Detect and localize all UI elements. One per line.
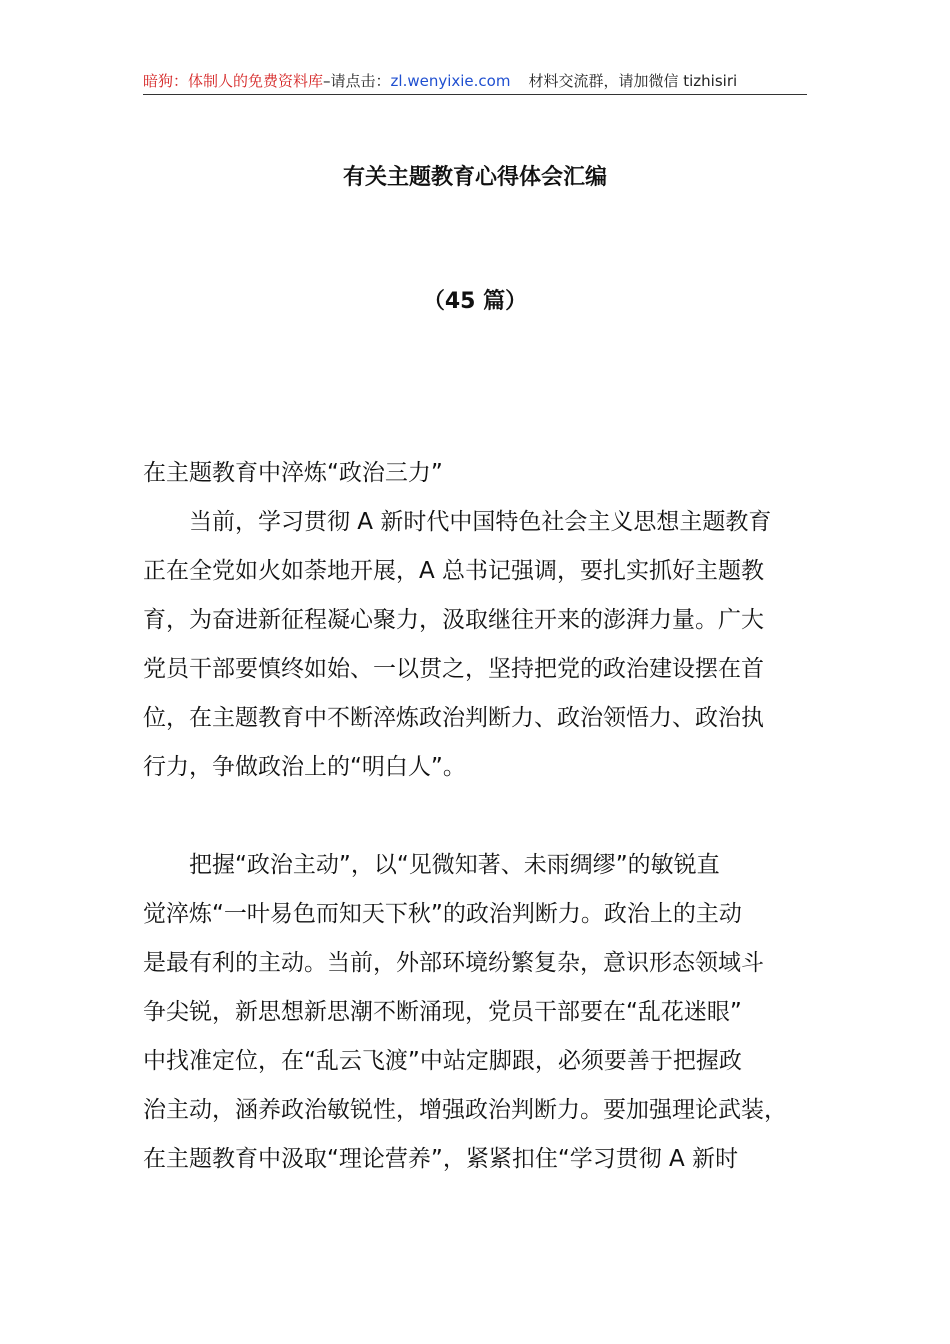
document-title: 有关主题教育心得体会汇编 <box>342 165 607 190</box>
header-link[interactable]: zl.wenyixie.com <box>390 72 511 90</box>
page-header <box>143 68 807 95</box>
header-prompt: –请点击： <box>323 72 391 90</box>
paragraph-line: 行力，争做政治上的“明白人”。 <box>143 754 466 780</box>
paragraph-line: 觉淬炼“一叶易色而知天下秋”的政治判断力。政治上的主动 <box>143 901 742 927</box>
paragraph-spacer <box>143 792 813 841</box>
paragraph-line: 是最有利的主动。当前，外部环境纷繁复杂，意识形态领域斗 <box>143 950 764 976</box>
paragraph-line: 党员干部要慎终如始、一以贯之，坚持把党的政治建设摆在首 <box>143 656 764 682</box>
paragraph <box>143 841 813 1184</box>
header-brand: 暗狗：体制人的免费资料库 <box>143 72 324 90</box>
paragraph <box>143 498 813 792</box>
paragraph-line: 中找准定位，在“乱云飞渡”中站定脚跟，必须要善于把握政 <box>143 1048 742 1074</box>
paragraph-line: 把握“政治主动”，以“见微知著、未雨绸缪”的敏锐直 <box>189 852 720 878</box>
paragraph-line: 争尖锐，新思想新思潮不断涌现，党员干部要在“乱花迷眼” <box>143 999 742 1025</box>
article-heading: 在主题教育中淬炼“政治三力” <box>143 460 443 486</box>
paragraph-line: 位，在主题教育中不断淬炼政治判断力、政治领悟力、政治执 <box>143 705 764 731</box>
paragraph-line: 当前，学习贯彻 A 新时代中国特色社会主义思想主题教育 <box>189 509 772 535</box>
paragraph-line: 治主动，涵养政治敏锐性，增强政治判断力。要加强理论武装， <box>143 1097 787 1123</box>
paragraph-line: 在主题教育中汲取“理论营养”，紧紧扣住“学习贯彻 A 新时 <box>143 1146 739 1172</box>
paragraph-line: 正在全党如火如荼地开展，A 总书记强调，要扎实抓好主题教 <box>143 558 765 584</box>
header-note: 材料交流群，请加微信 tizhisiri <box>528 72 738 90</box>
document-subtitle: （45 篇） <box>422 289 528 314</box>
article <box>143 449 813 1184</box>
paragraph-line: 育，为奋进新征程凝心聚力，汲取继往开来的澎湃力量。广大 <box>143 607 764 633</box>
